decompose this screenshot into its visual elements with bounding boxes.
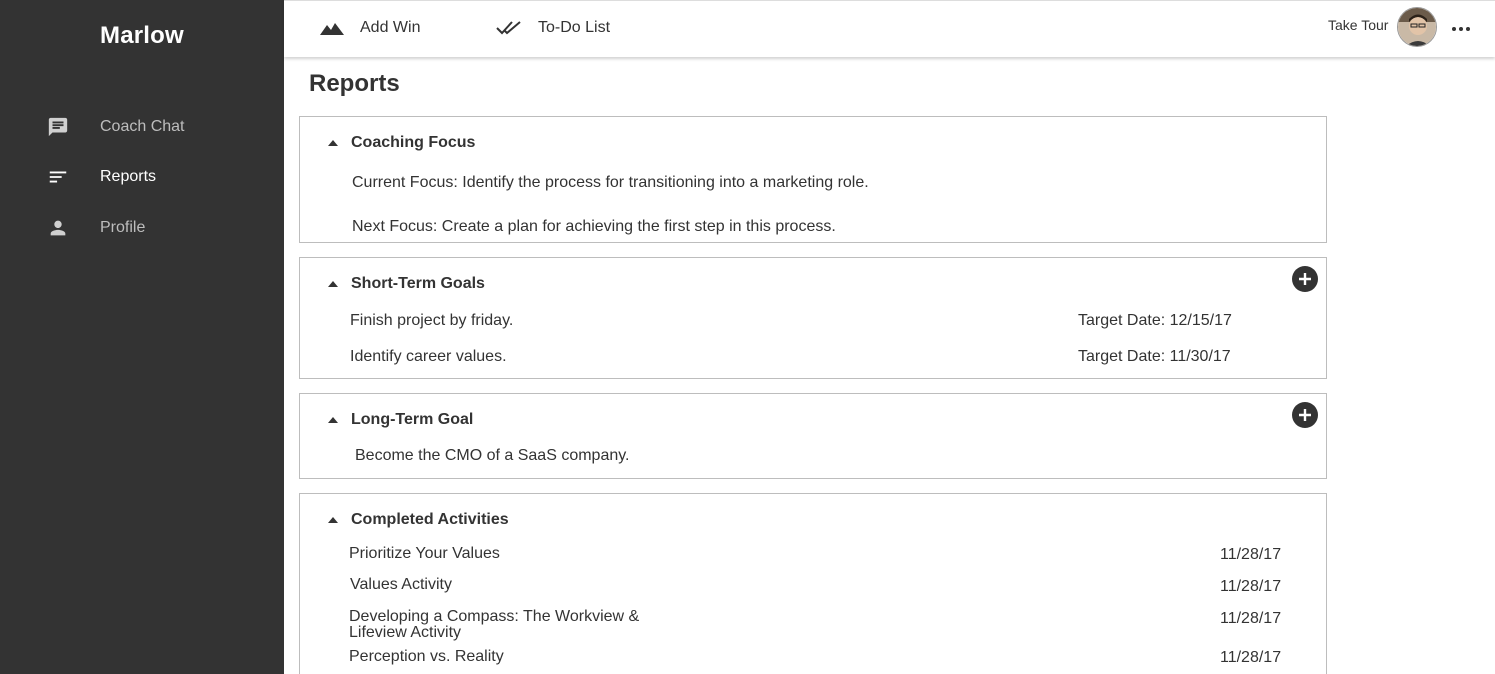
add-short-term-goal-button[interactable] <box>1292 266 1318 292</box>
current-focus-text: Current Focus: Identify the process for transitioning into a marketing role. <box>352 174 869 191</box>
activity-name[interactable]: Developing a Compass: The Workview & Lifeview Activity <box>349 608 640 641</box>
activity-date: 11/28/17 <box>1220 610 1282 627</box>
activity-name[interactable]: Values Activity <box>350 576 452 593</box>
take-tour-link[interactable]: Take Tour <box>1328 17 1389 33</box>
reports-icon <box>47 166 69 188</box>
sidebar-item-profile[interactable] <box>0 208 284 248</box>
collapse-arrow-icon <box>328 417 338 423</box>
next-focus-text: Next Focus: Create a plan for achieving the first step in this process. <box>352 218 836 235</box>
avatar[interactable] <box>1397 7 1437 47</box>
chat-icon <box>47 116 69 138</box>
completed-activities-card <box>299 493 1327 674</box>
sidebar <box>0 0 284 674</box>
add-long-term-goal-button[interactable] <box>1292 402 1318 428</box>
card-title: Long-Term Goal <box>351 411 474 428</box>
brand-logo[interactable]: Marlow <box>100 22 184 49</box>
plus-icon <box>1298 272 1312 286</box>
activity-date: 11/28/17 <box>1220 578 1282 595</box>
long-term-goal-card <box>299 393 1327 479</box>
card-title: Short-Term Goals <box>351 275 485 292</box>
sidebar-item-label: Reports <box>100 168 157 185</box>
sidebar-item-label: Profile <box>100 219 146 236</box>
sidebar-item-coach-chat[interactable] <box>0 107 284 147</box>
activity-name[interactable]: Prioritize Your Values <box>349 545 500 562</box>
sidebar-item-reports[interactable] <box>0 157 284 197</box>
add-win-label: Add Win <box>360 19 421 36</box>
card-title: Completed Activities <box>351 511 509 528</box>
activity-name[interactable]: Perception vs. Reality <box>349 648 504 665</box>
short-term-goals-card <box>299 257 1327 379</box>
page-title: Reports <box>309 70 400 97</box>
collapse-arrow-icon <box>328 517 338 523</box>
coaching-focus-toggle[interactable] <box>328 134 475 152</box>
more-options-icon[interactable] <box>1449 17 1473 41</box>
long-term-goal-toggle[interactable] <box>328 411 473 429</box>
short-term-goals-toggle[interactable] <box>328 275 485 293</box>
goal-target-date: Target Date: 11/30/17 <box>1078 348 1231 365</box>
plus-icon <box>1298 408 1312 422</box>
card-title: Coaching Focus <box>351 134 476 151</box>
collapse-arrow-icon <box>328 281 338 287</box>
top-bar <box>284 0 1495 57</box>
todo-list-button[interactable] <box>496 1 610 55</box>
double-check-icon <box>496 20 522 36</box>
person-icon <box>47 217 69 239</box>
mountain-icon <box>320 21 344 35</box>
sidebar-item-label: Coach Chat <box>100 118 185 135</box>
long-term-goal-text: Become the CMO of a SaaS company. <box>355 447 630 464</box>
goal-target-date: Target Date: 12/15/17 <box>1078 312 1232 329</box>
coaching-focus-card <box>299 116 1327 243</box>
add-win-button[interactable] <box>320 1 420 55</box>
goal-text: Identify career values. <box>350 348 507 365</box>
collapse-arrow-icon <box>328 140 338 146</box>
completed-activities-toggle[interactable] <box>328 511 509 529</box>
goal-text: Finish project by friday. <box>350 312 514 329</box>
activity-date: 11/28/17 <box>1220 546 1282 563</box>
activity-date: 11/28/17 <box>1220 649 1282 666</box>
todo-list-label: To-Do List <box>538 19 611 36</box>
